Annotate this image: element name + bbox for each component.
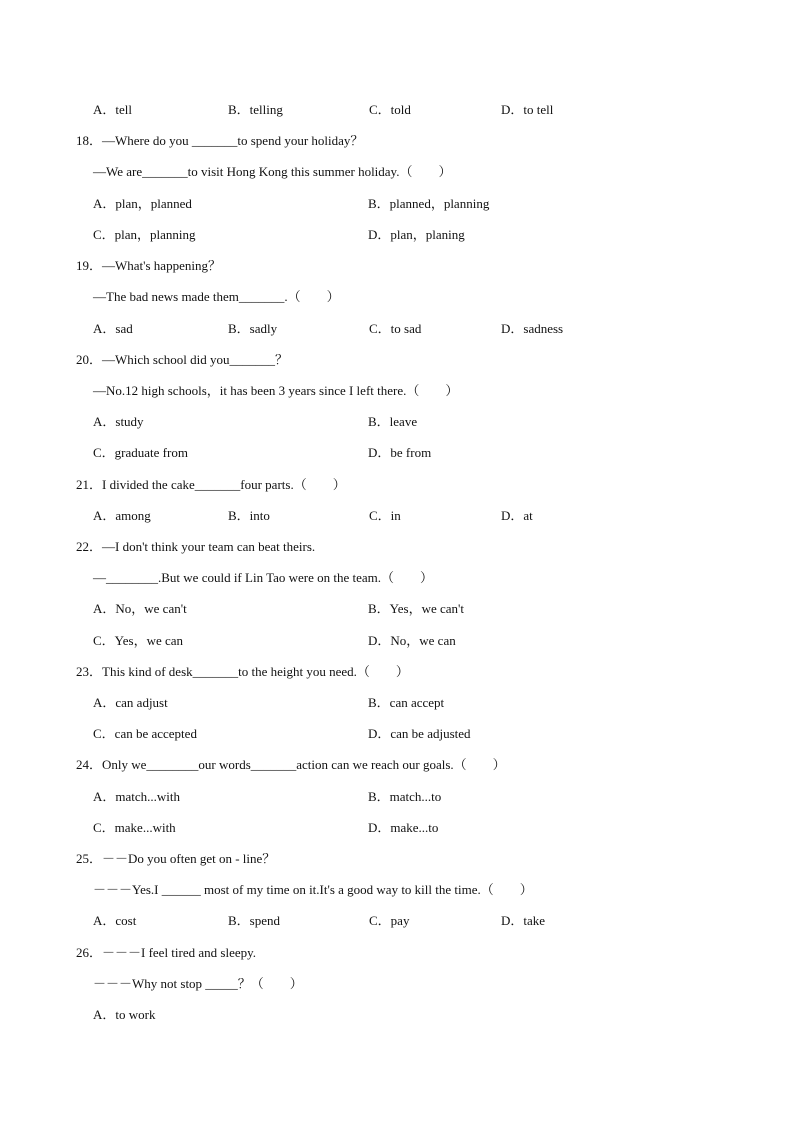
question-text: —The bad news made them_______.（ ）: [93, 289, 340, 304]
question-text: —No.12 high schools，it has been 3 years since I left there.（ ）: [93, 383, 459, 398]
option-c: C．plan，planning: [93, 227, 196, 242]
option-d: D．take: [501, 913, 546, 928]
option-c: C．told: [369, 102, 411, 117]
option-d: D．plan，planing: [368, 227, 465, 242]
option-c: C．in: [369, 508, 401, 523]
question-text: 25．－－Do you often get on - line？: [76, 851, 276, 866]
option-b: B．can accept: [368, 695, 445, 710]
option-a: A．match...with: [93, 789, 181, 804]
option-d: D．make...to: [368, 820, 439, 835]
option-b: B．sadly: [228, 321, 278, 336]
option-a: A．study: [93, 414, 144, 429]
question-text: 18．—Where do you _______to spend your holiday？: [76, 133, 364, 148]
option-d: D．No，we can: [368, 633, 456, 648]
option-a: A．among: [93, 508, 151, 523]
question-text: —________.But we could if Lin Tao were on the team.（ ）: [93, 570, 434, 585]
option-a: A．to work: [93, 1007, 156, 1022]
option-b: B．Yes，we can't: [368, 601, 464, 616]
question-text: 22．—I don't think your team can beat theirs.: [76, 539, 316, 554]
question-text: 21．I divided the cake_______four parts.（ ）: [76, 477, 346, 492]
question-text: －－－Yes.I ______ most of my time on it.It's a good way to kill the time.（ ）: [93, 882, 533, 897]
question-text: 19．—What's happening？: [76, 258, 221, 273]
option-b: B．planned，planning: [368, 196, 490, 211]
option-c: C．graduate from: [93, 445, 188, 460]
question-text: —We are_______to visit Hong Kong this summer holiday.（ ）: [93, 164, 452, 179]
option-c: C．can be accepted: [93, 726, 197, 741]
option-b: B．telling: [228, 102, 283, 117]
question-text: 20．—Which school did you_______？: [76, 352, 288, 367]
option-a: A．sad: [93, 321, 133, 336]
option-d: D．sadness: [501, 321, 564, 336]
option-a: A．cost: [93, 913, 137, 928]
question-text: 26．－－－I feel tired and sleepy.: [76, 945, 257, 960]
option-a: A．tell: [93, 102, 132, 117]
option-a: A．can adjust: [93, 695, 168, 710]
option-c: C．make...with: [93, 820, 176, 835]
option-d: D．can be adjusted: [368, 726, 471, 741]
option-a: A．plan，planned: [93, 196, 192, 211]
option-b: B．leave: [368, 414, 418, 429]
option-c: C．pay: [369, 913, 410, 928]
option-d: D．to tell: [501, 102, 554, 117]
question-text: －－－Why not stop _____？（ ）: [93, 976, 303, 991]
option-d: D．be from: [368, 445, 432, 460]
option-d: D．at: [501, 508, 533, 523]
question-text: 23．This kind of desk_______to the height you need.（ ）: [76, 664, 409, 679]
option-c: C．to sad: [369, 321, 422, 336]
option-b: B．match...to: [368, 789, 442, 804]
option-b: B．spend: [228, 913, 281, 928]
option-a: A．No，we can't: [93, 601, 187, 616]
question-text: 24．Only we________our words_______action can we reach our goals.（ ）: [76, 757, 506, 772]
option-c: C．Yes，we can: [93, 633, 184, 648]
option-b: B．into: [228, 508, 270, 523]
